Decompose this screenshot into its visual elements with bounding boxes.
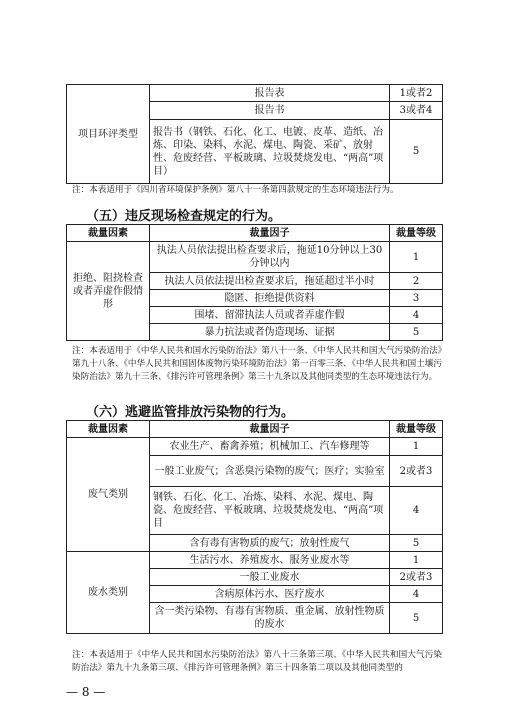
header-cell: 裁量因子 <box>150 225 390 242</box>
category-cell: 拒绝、阻挠检查或者弄虚作假情形 <box>67 242 150 341</box>
page-number: — 8 — <box>66 685 106 699</box>
table-note: 注：本表适用于《四川省环境保护条例》第八十一条第四款规定的生态环境违法行为。 <box>72 185 399 195</box>
category-cell: 废水类别 <box>67 552 150 634</box>
factor-cell: 一般工业废气；含恶臭污染物的废气；医疗；实验室 <box>150 456 390 487</box>
level-cell: 3或者4 <box>390 102 443 120</box>
level-cell: 4 <box>390 487 443 535</box>
level-cell: 5 <box>390 603 443 634</box>
eia-type-table <box>66 84 443 184</box>
level-cell: 1 <box>390 552 443 569</box>
table-note: 注：本表适用于《中华人民共和国水污染防治法》第八十三条第三项、《中华人民共和国大气污染防治法》第九十九条第三项、《排污许可管理条例》第三十四条第二项以及其他同类型的 <box>72 650 442 673</box>
level-cell: 2 <box>390 273 443 290</box>
factor-cell: 生活污水、养殖废水、服务业废水等 <box>150 552 390 569</box>
factor-cell: 一般工业废水 <box>150 569 390 586</box>
section-title: （六）逃避监管排放污染物的行为。 <box>86 405 295 420</box>
factor-cell: 报告书（钢铁、石化、化工、电镀、皮革、造纸、冶炼、印染、染料、水泥、煤电、陶瓷、采矿、放射性、危废经营、平板玻璃、垃圾焚烧发电、“两高”项目） <box>150 120 390 184</box>
factor-cell: 含有毒有害物质的废气；放射性废气 <box>150 535 390 552</box>
level-cell: 4 <box>390 307 443 324</box>
level-cell: 1 <box>390 242 443 273</box>
section-title: （五）违反现场检查规定的行为。 <box>86 209 282 224</box>
level-cell: 4 <box>390 586 443 603</box>
header-cell: 裁量等级 <box>390 225 443 242</box>
factor-cell: 暴力抗法或者伪造现场、证据 <box>150 324 390 341</box>
factor-cell: 报告书 <box>150 102 390 120</box>
factor-cell: 含病原体污水、医疗废水 <box>150 586 390 603</box>
level-cell: 5 <box>390 324 443 341</box>
factor-cell: 执法人员依法提出检查要求后，拖延10分钟以上30分钟以内 <box>150 242 390 273</box>
factor-cell: 农业生产、畜禽养殖；机械加工、汽车修理等 <box>150 438 390 456</box>
level-cell: 5 <box>390 120 443 184</box>
level-cell: 1或者2 <box>390 85 443 102</box>
factor-cell: 隐匿、拒绝提供资料 <box>150 290 390 307</box>
level-cell: 1 <box>390 438 443 456</box>
factor-cell: 钢铁、石化、化工、冶炼、染料、水泥、煤电、陶瓷、危废经营、平板玻璃、垃圾焚烧发电、“两高”项目 <box>150 487 390 535</box>
table-note: 注：本表适用于《中华人民共和国水污染防治法》第八十一条、《中华人民共和国大气污染防治法》第九十八条、《中华人民共和国固体废物污染环境防治法》第一百零三条、《中华人民共和国土壤污染防治法》第九十三条、《排污许可管理条例》第三十九条以及其他同类型的生态环境违法行为。 <box>72 346 442 382</box>
level-cell: 2或者3 <box>390 456 443 487</box>
level-cell: 5 <box>390 535 443 552</box>
header-cell: 裁量等级 <box>390 421 443 438</box>
factor-cell: 围堵、留滞执法人员或者弄虚作假 <box>150 307 390 324</box>
category-cell: 废气类别 <box>67 438 150 552</box>
factor-cell: 含一类污染物、有毒有害物质、重金属、放射性物质的废水 <box>150 603 390 634</box>
factor-cell: 报告表 <box>150 85 390 102</box>
category-cell: 项目环评类型 <box>67 85 150 184</box>
site-inspection-table <box>66 224 443 341</box>
level-cell: 2或者3 <box>390 569 443 586</box>
level-cell: 3 <box>390 290 443 307</box>
evasion-discharge-table <box>66 420 443 634</box>
header-cell: 裁量因素 <box>67 225 150 242</box>
header-cell: 裁量因素 <box>67 421 150 438</box>
factor-cell: 执法人员依法提出检查要求后，拖延超过半小时 <box>150 273 390 290</box>
header-cell: 裁量因子 <box>150 421 390 438</box>
